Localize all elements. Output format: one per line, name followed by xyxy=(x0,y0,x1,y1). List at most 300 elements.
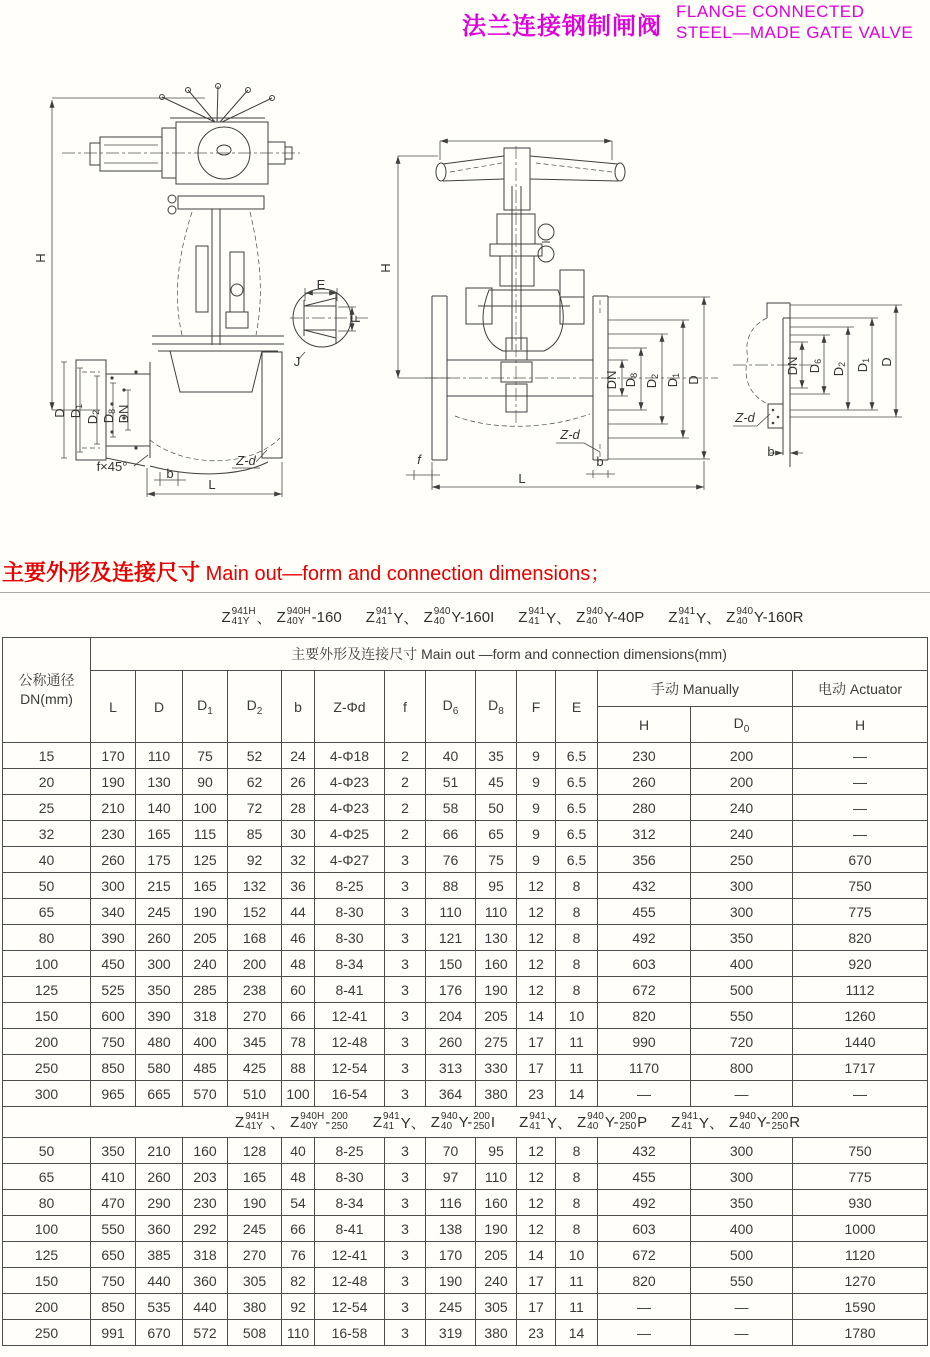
cell: 12 xyxy=(517,951,556,977)
cell: 72 xyxy=(228,795,282,821)
cell: 3 xyxy=(385,1320,426,1346)
cell: 66 xyxy=(426,821,476,847)
cell: 12 xyxy=(517,977,556,1003)
table-row xyxy=(3,1029,928,1055)
cell: 8 xyxy=(556,1164,598,1190)
cell: 230 xyxy=(183,1190,228,1216)
cell: 1717 xyxy=(793,1055,928,1081)
dimension-label: D6 xyxy=(807,358,823,374)
dimension-label: D xyxy=(52,408,67,418)
cell: 3 xyxy=(385,1294,426,1320)
table-span-title: 主要外形及连接尺寸 Main out —form and connection dimensions(mm) xyxy=(91,638,928,671)
cell: 140 xyxy=(136,795,183,821)
model-code: Z 940 40 Y- 200 250 I xyxy=(430,1111,496,1132)
cell: 3 xyxy=(385,1242,426,1268)
section-heading xyxy=(0,556,930,593)
cell: 350 xyxy=(691,1190,793,1216)
cell: 44 xyxy=(282,899,315,925)
dimension-label: D2 xyxy=(85,409,101,425)
cell: 603 xyxy=(598,1216,691,1242)
cell: 665 xyxy=(136,1081,183,1107)
cell: 750 xyxy=(91,1268,136,1294)
cell: 40 xyxy=(426,743,476,769)
cell: 121 xyxy=(426,925,476,951)
cell: 32 xyxy=(3,821,91,847)
model-code: Z 941H 41Y 、 xyxy=(235,1111,286,1132)
cell: 51 xyxy=(426,769,476,795)
cell: 190 xyxy=(183,899,228,925)
cell: 80 xyxy=(3,1190,91,1216)
cell: 9 xyxy=(517,795,556,821)
dimension-label: f xyxy=(417,452,421,467)
cell: 9 xyxy=(517,821,556,847)
cell: 110 xyxy=(476,1164,517,1190)
cell: 440 xyxy=(136,1268,183,1294)
cell: 14 xyxy=(556,1081,598,1107)
cell: 175 xyxy=(136,847,183,873)
cell: 820 xyxy=(598,1268,691,1294)
cell: 364 xyxy=(426,1081,476,1107)
cell: 165 xyxy=(136,821,183,847)
dn-column-header xyxy=(3,638,91,743)
col-header: $D_8$ xyxy=(476,671,517,743)
cell: 4-Φ18 xyxy=(315,743,385,769)
cell: 850 xyxy=(91,1294,136,1320)
cell: 190 xyxy=(426,1268,476,1294)
cell: 128 xyxy=(228,1138,282,1164)
cell: 670 xyxy=(793,847,928,873)
cell: 48 xyxy=(282,1164,315,1190)
cell: 2 xyxy=(385,769,426,795)
cell: 12-41 xyxy=(315,1242,385,1268)
cell: 152 xyxy=(228,899,282,925)
cell: 12 xyxy=(517,1190,556,1216)
cell: 125 xyxy=(3,977,91,1003)
cell: 238 xyxy=(228,977,282,1003)
cell: 65 xyxy=(3,899,91,925)
cell: 305 xyxy=(476,1294,517,1320)
dn-header-unit: DN(mm) xyxy=(20,691,73,707)
cell: 390 xyxy=(91,925,136,951)
cell: 580 xyxy=(136,1055,183,1081)
cell: 3 xyxy=(385,1216,426,1242)
dimension-label: H xyxy=(378,263,393,273)
cell: 1440 xyxy=(793,1029,928,1055)
col-header: F xyxy=(517,671,556,743)
cell: 100 xyxy=(183,795,228,821)
cell: 425 xyxy=(228,1055,282,1081)
cell: 6.5 xyxy=(556,795,598,821)
cell: 990 xyxy=(598,1029,691,1055)
cell: 305 xyxy=(228,1268,282,1294)
col-header: b xyxy=(282,671,315,743)
cell: 485 xyxy=(183,1055,228,1081)
cell: 12-48 xyxy=(315,1268,385,1294)
cell: 10 xyxy=(556,1003,598,1029)
cell: 1260 xyxy=(793,1003,928,1029)
cell: 46 xyxy=(282,925,315,951)
cell: 24 xyxy=(282,743,315,769)
col-header: f xyxy=(385,671,426,743)
cell: 8 xyxy=(556,873,598,899)
model-code: Z 941 41 Y、 xyxy=(372,1111,426,1132)
cell: 205 xyxy=(476,1242,517,1268)
cell: 1780 xyxy=(793,1320,928,1346)
cell: 750 xyxy=(91,1029,136,1055)
cell: 1112 xyxy=(793,977,928,1003)
cell: 200 xyxy=(691,769,793,795)
cell: 52 xyxy=(228,743,282,769)
cell: 8 xyxy=(556,899,598,925)
cell: 345 xyxy=(228,1029,282,1055)
cell: 200 xyxy=(3,1029,91,1055)
technical-drawings xyxy=(0,0,930,545)
cell: 6.5 xyxy=(556,821,598,847)
cell: 820 xyxy=(598,1003,691,1029)
cell: 672 xyxy=(598,1242,691,1268)
cell: 10 xyxy=(556,1242,598,1268)
cell: 525 xyxy=(91,977,136,1003)
dimension-label: H xyxy=(33,253,48,263)
cell: 650 xyxy=(91,1242,136,1268)
cell: 82 xyxy=(282,1268,315,1294)
cell: 2 xyxy=(385,743,426,769)
cell: 1000 xyxy=(793,1216,928,1242)
cell: 8 xyxy=(556,977,598,1003)
cell: 455 xyxy=(598,1164,691,1190)
cell: 300 xyxy=(691,899,793,925)
manual-group-header: 手动 Manually xyxy=(598,671,793,707)
model-code: Z 941 41 Y、 xyxy=(518,606,572,627)
cell: 572 xyxy=(183,1320,228,1346)
model-code: Z 941 41 Y、 xyxy=(671,1111,725,1132)
drawing-electric-gate-valve xyxy=(33,84,300,498)
cell: 245 xyxy=(136,899,183,925)
cell: 432 xyxy=(598,1138,691,1164)
cell: 8 xyxy=(556,1138,598,1164)
cell: 318 xyxy=(183,1003,228,1029)
cell: 8-30 xyxy=(315,899,385,925)
cell: 318 xyxy=(183,1242,228,1268)
cell: 200 xyxy=(228,951,282,977)
cell: 130 xyxy=(476,925,517,951)
cell: 12-54 xyxy=(315,1055,385,1081)
dimension-label: J xyxy=(293,354,301,369)
cell: 8-41 xyxy=(315,1216,385,1242)
cell: 750 xyxy=(793,1138,928,1164)
col-header: D xyxy=(136,671,183,743)
model-code: Z 940H 40Y - 200 250 xyxy=(290,1111,348,1132)
cell: 350 xyxy=(91,1138,136,1164)
cell: — xyxy=(598,1081,691,1107)
cell: 40 xyxy=(3,847,91,873)
cell: 4-Φ23 xyxy=(315,795,385,821)
cell: 603 xyxy=(598,951,691,977)
cell: 600 xyxy=(91,1003,136,1029)
cell: 470 xyxy=(91,1190,136,1216)
cell: 400 xyxy=(691,1216,793,1242)
col-header: E xyxy=(556,671,598,743)
drawing-flange-section xyxy=(733,303,902,467)
cell: 205 xyxy=(183,925,228,951)
dimension-label: f×45° xyxy=(96,459,128,474)
page-title-english-line1: FLANGE CONNECTED xyxy=(676,2,865,21)
cell: 920 xyxy=(793,951,928,977)
cell: 292 xyxy=(183,1216,228,1242)
dimension-label: D xyxy=(686,375,701,385)
cell: 130 xyxy=(136,769,183,795)
cell: 62 xyxy=(228,769,282,795)
cell: 550 xyxy=(691,1003,793,1029)
cell: 300 xyxy=(691,1164,793,1190)
cell: 260 xyxy=(426,1029,476,1055)
cell: 385 xyxy=(136,1242,183,1268)
cell: 380 xyxy=(476,1081,517,1107)
cell: 11 xyxy=(556,1268,598,1294)
cell: 132 xyxy=(228,873,282,899)
cell: 200 xyxy=(3,1294,91,1320)
dimension-label: L xyxy=(208,477,216,492)
cell: 510 xyxy=(228,1081,282,1107)
cell: 88 xyxy=(282,1055,315,1081)
model-code: Z 940 40 Y-160I xyxy=(423,606,495,627)
cell: 160 xyxy=(476,1190,517,1216)
cell: 290 xyxy=(136,1190,183,1216)
table-row xyxy=(3,847,928,873)
cell: 17 xyxy=(517,1055,556,1081)
cell: 455 xyxy=(598,899,691,925)
cell: 250 xyxy=(691,847,793,873)
cell: 1120 xyxy=(793,1242,928,1268)
cell: 8 xyxy=(556,925,598,951)
cell: 570 xyxy=(183,1081,228,1107)
cell: 250 xyxy=(3,1055,91,1081)
dimension-label: D1 xyxy=(68,403,84,419)
cell: 12 xyxy=(517,873,556,899)
cell: 270 xyxy=(228,1003,282,1029)
cell: 95 xyxy=(476,1138,517,1164)
cell: 991 xyxy=(91,1320,136,1346)
cell: 390 xyxy=(136,1003,183,1029)
cell: 8-34 xyxy=(315,951,385,977)
cell: 356 xyxy=(598,847,691,873)
cell: 1590 xyxy=(793,1294,928,1320)
cell: 76 xyxy=(282,1242,315,1268)
model-code: Z 940H 40Y -160 xyxy=(276,606,342,627)
cell: 40 xyxy=(282,1138,315,1164)
cell: 4-Φ27 xyxy=(315,847,385,873)
cell: 3 xyxy=(385,925,426,951)
dimension-label: Z-d xyxy=(236,453,256,468)
cell: — xyxy=(793,1081,928,1107)
col-header: Z-Φd xyxy=(315,671,385,743)
cell: 8-41 xyxy=(315,977,385,1003)
cell: 110 xyxy=(136,743,183,769)
cell: 9 xyxy=(517,847,556,873)
cell: 50 xyxy=(476,795,517,821)
dimension-label: D2 xyxy=(644,373,660,389)
cell: 190 xyxy=(476,1216,517,1242)
model-designations-line1 xyxy=(0,601,930,633)
cell: 110 xyxy=(282,1320,315,1346)
cell: 110 xyxy=(476,899,517,925)
cell: 300 xyxy=(136,951,183,977)
col-subheader: H xyxy=(598,707,691,743)
cell: 36 xyxy=(282,873,315,899)
cell: 66 xyxy=(282,1216,315,1242)
cell: 260 xyxy=(598,769,691,795)
cell: 8-30 xyxy=(315,1164,385,1190)
cell: — xyxy=(691,1320,793,1346)
cell: 138 xyxy=(426,1216,476,1242)
cell: 245 xyxy=(228,1216,282,1242)
cell: 3 xyxy=(385,1138,426,1164)
cell: 12-41 xyxy=(315,1003,385,1029)
cell: 17 xyxy=(517,1294,556,1320)
dimension-label: D1 xyxy=(855,357,871,373)
cell: 190 xyxy=(228,1190,282,1216)
table-row xyxy=(3,743,928,769)
cell: 8-25 xyxy=(315,1138,385,1164)
cell: 312 xyxy=(598,821,691,847)
table-row xyxy=(3,977,928,1003)
cell: 92 xyxy=(228,847,282,873)
dimension-label: D8 xyxy=(623,372,639,388)
cell: 20 xyxy=(3,769,91,795)
model-designations-cell xyxy=(3,1107,928,1138)
col-header: $D_6$ xyxy=(426,671,476,743)
dimension-label: Z-d xyxy=(560,427,580,442)
cell: 3 xyxy=(385,899,426,925)
dimension-table xyxy=(2,637,928,1346)
cell: 2 xyxy=(385,821,426,847)
actuator-group-header: 电动 Actuator xyxy=(793,671,928,707)
cell: 275 xyxy=(476,1029,517,1055)
cell: 25 xyxy=(3,795,91,821)
cell: — xyxy=(691,1294,793,1320)
mid-model-row-body xyxy=(3,1107,928,1138)
cell: — xyxy=(793,795,928,821)
cell: 245 xyxy=(426,1294,476,1320)
cell: 3 xyxy=(385,977,426,1003)
cell: 360 xyxy=(183,1268,228,1294)
cell: 48 xyxy=(282,951,315,977)
cell: 930 xyxy=(793,1190,928,1216)
cell: 492 xyxy=(598,925,691,951)
cell: 11 xyxy=(556,1029,598,1055)
cell: 215 xyxy=(136,873,183,899)
col-header: $D_2$ xyxy=(228,671,282,743)
cell: 210 xyxy=(136,1138,183,1164)
cell: 170 xyxy=(91,743,136,769)
cell: 550 xyxy=(91,1216,136,1242)
cell: 672 xyxy=(598,977,691,1003)
dimension-label: D8 xyxy=(101,408,117,424)
table-row xyxy=(3,821,928,847)
cell: 14 xyxy=(556,1320,598,1346)
cell: 4-Φ23 xyxy=(315,769,385,795)
cell: 16-58 xyxy=(315,1320,385,1346)
drawing-manual-gate-valve xyxy=(378,139,718,491)
cell: 500 xyxy=(691,977,793,1003)
table-row xyxy=(3,1003,928,1029)
cell: 260 xyxy=(136,925,183,951)
cell: — xyxy=(598,1320,691,1346)
cell: 165 xyxy=(228,1164,282,1190)
cell: 8-30 xyxy=(315,925,385,951)
cell: 78 xyxy=(282,1029,315,1055)
dimension-label: Z-d xyxy=(735,410,755,425)
cell: 14 xyxy=(517,1242,556,1268)
cell: 70 xyxy=(426,1138,476,1164)
cell: 450 xyxy=(91,951,136,977)
cell: 410 xyxy=(91,1164,136,1190)
cell: 116 xyxy=(426,1190,476,1216)
cell: 270 xyxy=(228,1242,282,1268)
cell: 3 xyxy=(385,951,426,977)
cell: 8 xyxy=(556,1190,598,1216)
table-section-1 xyxy=(3,743,928,1107)
cell: 8 xyxy=(556,951,598,977)
table-row xyxy=(3,1081,928,1107)
cell: 3 xyxy=(385,1164,426,1190)
cell: 17 xyxy=(517,1029,556,1055)
cell: 80 xyxy=(3,925,91,951)
cell: 9 xyxy=(517,743,556,769)
model-code: Z 940 40 Y- 200 250 R xyxy=(729,1111,801,1132)
cell: 820 xyxy=(793,925,928,951)
cell: 3 xyxy=(385,1029,426,1055)
cell: 965 xyxy=(91,1081,136,1107)
cell: 285 xyxy=(183,977,228,1003)
cell: 12-54 xyxy=(315,1294,385,1320)
cell: 168 xyxy=(228,925,282,951)
dimension-label: b xyxy=(767,444,775,459)
cell: 12 xyxy=(517,1138,556,1164)
model-code: Z 941 41 Y、 xyxy=(365,606,419,627)
drawing-flange-face-detail-circle xyxy=(290,277,368,369)
cell: 8-25 xyxy=(315,873,385,899)
cell: 240 xyxy=(476,1268,517,1294)
cell: 85 xyxy=(228,821,282,847)
cell: 500 xyxy=(691,1242,793,1268)
cell: 1170 xyxy=(598,1055,691,1081)
cell: 300 xyxy=(91,873,136,899)
cell: 23 xyxy=(517,1081,556,1107)
cell: 432 xyxy=(598,873,691,899)
cell: 670 xyxy=(136,1320,183,1346)
cell: 110 xyxy=(426,899,476,925)
cell: 75 xyxy=(183,743,228,769)
table-row xyxy=(3,951,928,977)
dimension-label: F xyxy=(348,315,363,323)
cell: 240 xyxy=(691,795,793,821)
cell: 9 xyxy=(517,769,556,795)
dimension-label: D2 xyxy=(831,361,847,377)
cell: 58 xyxy=(426,795,476,821)
cell: 16-54 xyxy=(315,1081,385,1107)
col-subheader: H xyxy=(793,707,928,743)
cell: 1270 xyxy=(793,1268,928,1294)
table-row xyxy=(3,1216,928,1242)
cell: 26 xyxy=(282,769,315,795)
cell: 3 xyxy=(385,1055,426,1081)
cell: 6.5 xyxy=(556,847,598,873)
dimension-label: E xyxy=(316,277,326,292)
cell: 800 xyxy=(691,1055,793,1081)
cell: 30 xyxy=(282,821,315,847)
cell: 360 xyxy=(136,1216,183,1242)
